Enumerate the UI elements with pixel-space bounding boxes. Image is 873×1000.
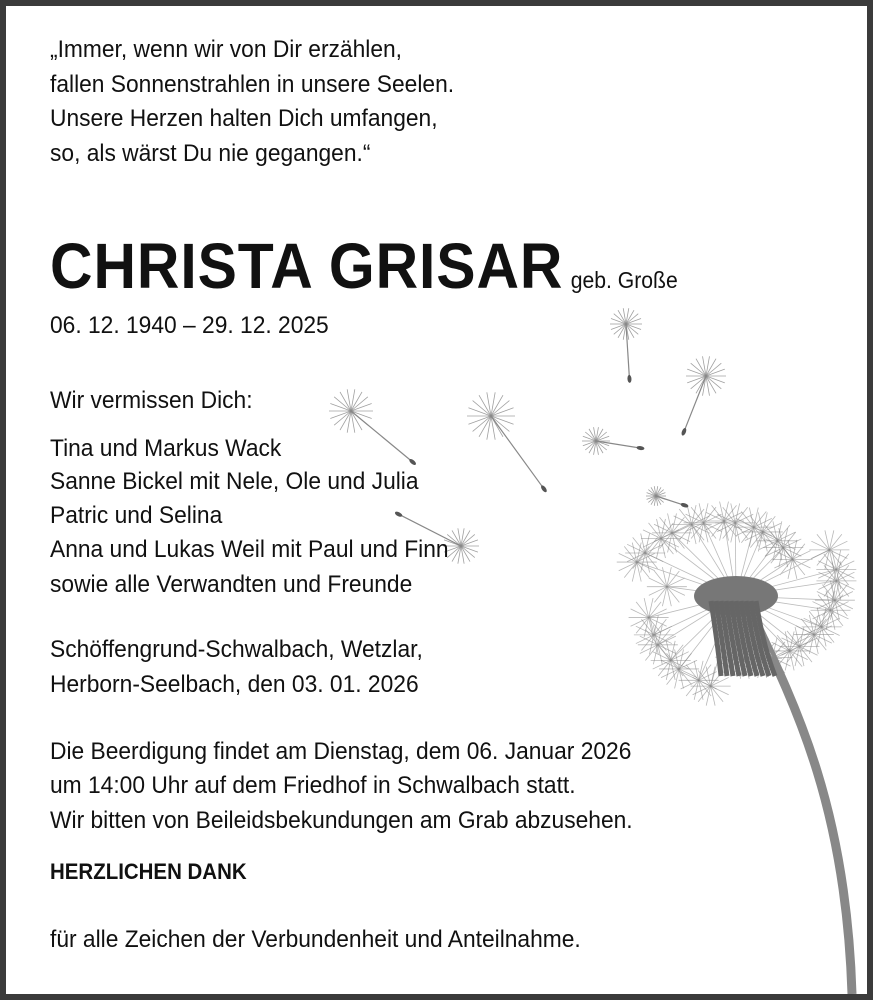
deceased-name xyxy=(50,230,678,312)
seed-filament xyxy=(649,609,667,618)
seed-filament xyxy=(811,541,829,550)
thanks-heading: HERZLICHEN DANK xyxy=(50,859,247,884)
seed-stem xyxy=(491,416,544,489)
seed-filament xyxy=(330,403,351,411)
seed-filament xyxy=(717,514,735,523)
seed-filament xyxy=(711,677,729,686)
seed-filament xyxy=(754,518,772,527)
seed-filament xyxy=(351,411,372,419)
mourner: Sanne Bickel mit Nele, Ole und Julia xyxy=(50,468,419,495)
seed-filament xyxy=(645,553,663,562)
seed-filament xyxy=(679,669,697,678)
seed-filament xyxy=(687,369,706,376)
seed-filament xyxy=(649,587,667,596)
seed-filament xyxy=(334,397,351,411)
seed-filament xyxy=(835,592,853,601)
seed-filament xyxy=(461,540,478,546)
seed-filament xyxy=(631,609,649,618)
seed-filament xyxy=(706,369,725,376)
seed-filament xyxy=(829,541,847,550)
seed-filament xyxy=(619,553,637,562)
seed-filament xyxy=(491,401,509,416)
mourner: Tina und Markus Wack xyxy=(50,435,282,462)
seed-filament xyxy=(334,411,351,425)
funeral-info: um 14:00 Uhr auf dem Friedhof in Schwalbach statt. xyxy=(50,772,576,799)
seed-filament xyxy=(783,539,801,548)
seed-filament xyxy=(473,401,491,416)
seed xyxy=(681,427,688,436)
seed xyxy=(627,375,631,383)
seed-filament xyxy=(763,523,781,532)
seed-filament xyxy=(636,635,654,644)
mourner: Patric und Selina xyxy=(50,502,223,529)
maiden-name: geb. Große xyxy=(570,267,678,293)
seed-filament xyxy=(774,559,792,568)
seed-filament xyxy=(468,408,491,416)
seed-filament xyxy=(672,533,690,542)
seed-filament xyxy=(468,416,491,424)
seed xyxy=(636,445,645,450)
seed-filament xyxy=(461,546,478,552)
seed-filament xyxy=(649,578,667,587)
seed-filament xyxy=(674,516,692,525)
obituary-notice xyxy=(6,6,867,994)
life-dates: 06. 12. 1940 – 29. 12. 2025 xyxy=(50,312,329,339)
seed-filament xyxy=(330,411,351,419)
seed-filament xyxy=(671,652,689,661)
seed-filament xyxy=(672,524,690,533)
seed-filament xyxy=(351,403,372,411)
seed-filament xyxy=(745,523,763,532)
seed-filament xyxy=(681,672,699,681)
mourners-heading: Wir vermissen Dich: xyxy=(50,387,253,414)
place-date: Herborn-Seelbach, den 03. 01. 2026 xyxy=(50,671,419,698)
seed-filament xyxy=(473,416,491,431)
seed-filament xyxy=(667,578,685,587)
name-text: CHRISTA GRISAR xyxy=(50,230,564,302)
seed-filament xyxy=(686,523,704,532)
quote-line: „Immer, wenn wir von Dir erzählen, xyxy=(50,36,403,63)
seed-filament xyxy=(759,541,777,550)
seed-filament xyxy=(351,411,368,425)
seed-filament xyxy=(637,562,655,571)
seed xyxy=(394,511,403,518)
funeral-info: Wir bitten von Beileidsbekundungen am Grab abzusehen. xyxy=(50,807,633,834)
seed-filament xyxy=(627,544,645,553)
seed-filament xyxy=(792,551,810,560)
quote-line: fallen Sonnenstrahlen in unsere Seelen. xyxy=(50,71,455,98)
seed-filament xyxy=(351,397,368,411)
seed-filament xyxy=(813,610,831,619)
place-date: Schöffengrund-Schwalbach, Wetzlar, xyxy=(50,636,423,663)
thanks-text: für alle Zeichen der Verbundenheit und Anteilnahme. xyxy=(50,926,581,953)
mourner: Anna und Lukas Weil mit Paul und Finn xyxy=(50,536,449,563)
seed-filament xyxy=(643,530,661,539)
seed-filament xyxy=(674,525,692,534)
seed-stem xyxy=(684,376,706,432)
quote-line: Unsere Herzen halten Dich umfangen, xyxy=(50,105,438,132)
seed-filament xyxy=(692,516,710,525)
seed-filament xyxy=(777,541,795,550)
quote-line: so, als wärst Du nie gegangen.“ xyxy=(50,140,371,167)
seed-filament xyxy=(491,408,514,416)
mourner: sowie alle Verwandten und Freunde xyxy=(50,571,413,598)
seed-filament xyxy=(706,376,725,383)
funeral-info: Die Beerdigung findet am Dienstag, dem 06. Januar 2026 xyxy=(50,738,632,765)
seed-filament xyxy=(661,669,679,678)
